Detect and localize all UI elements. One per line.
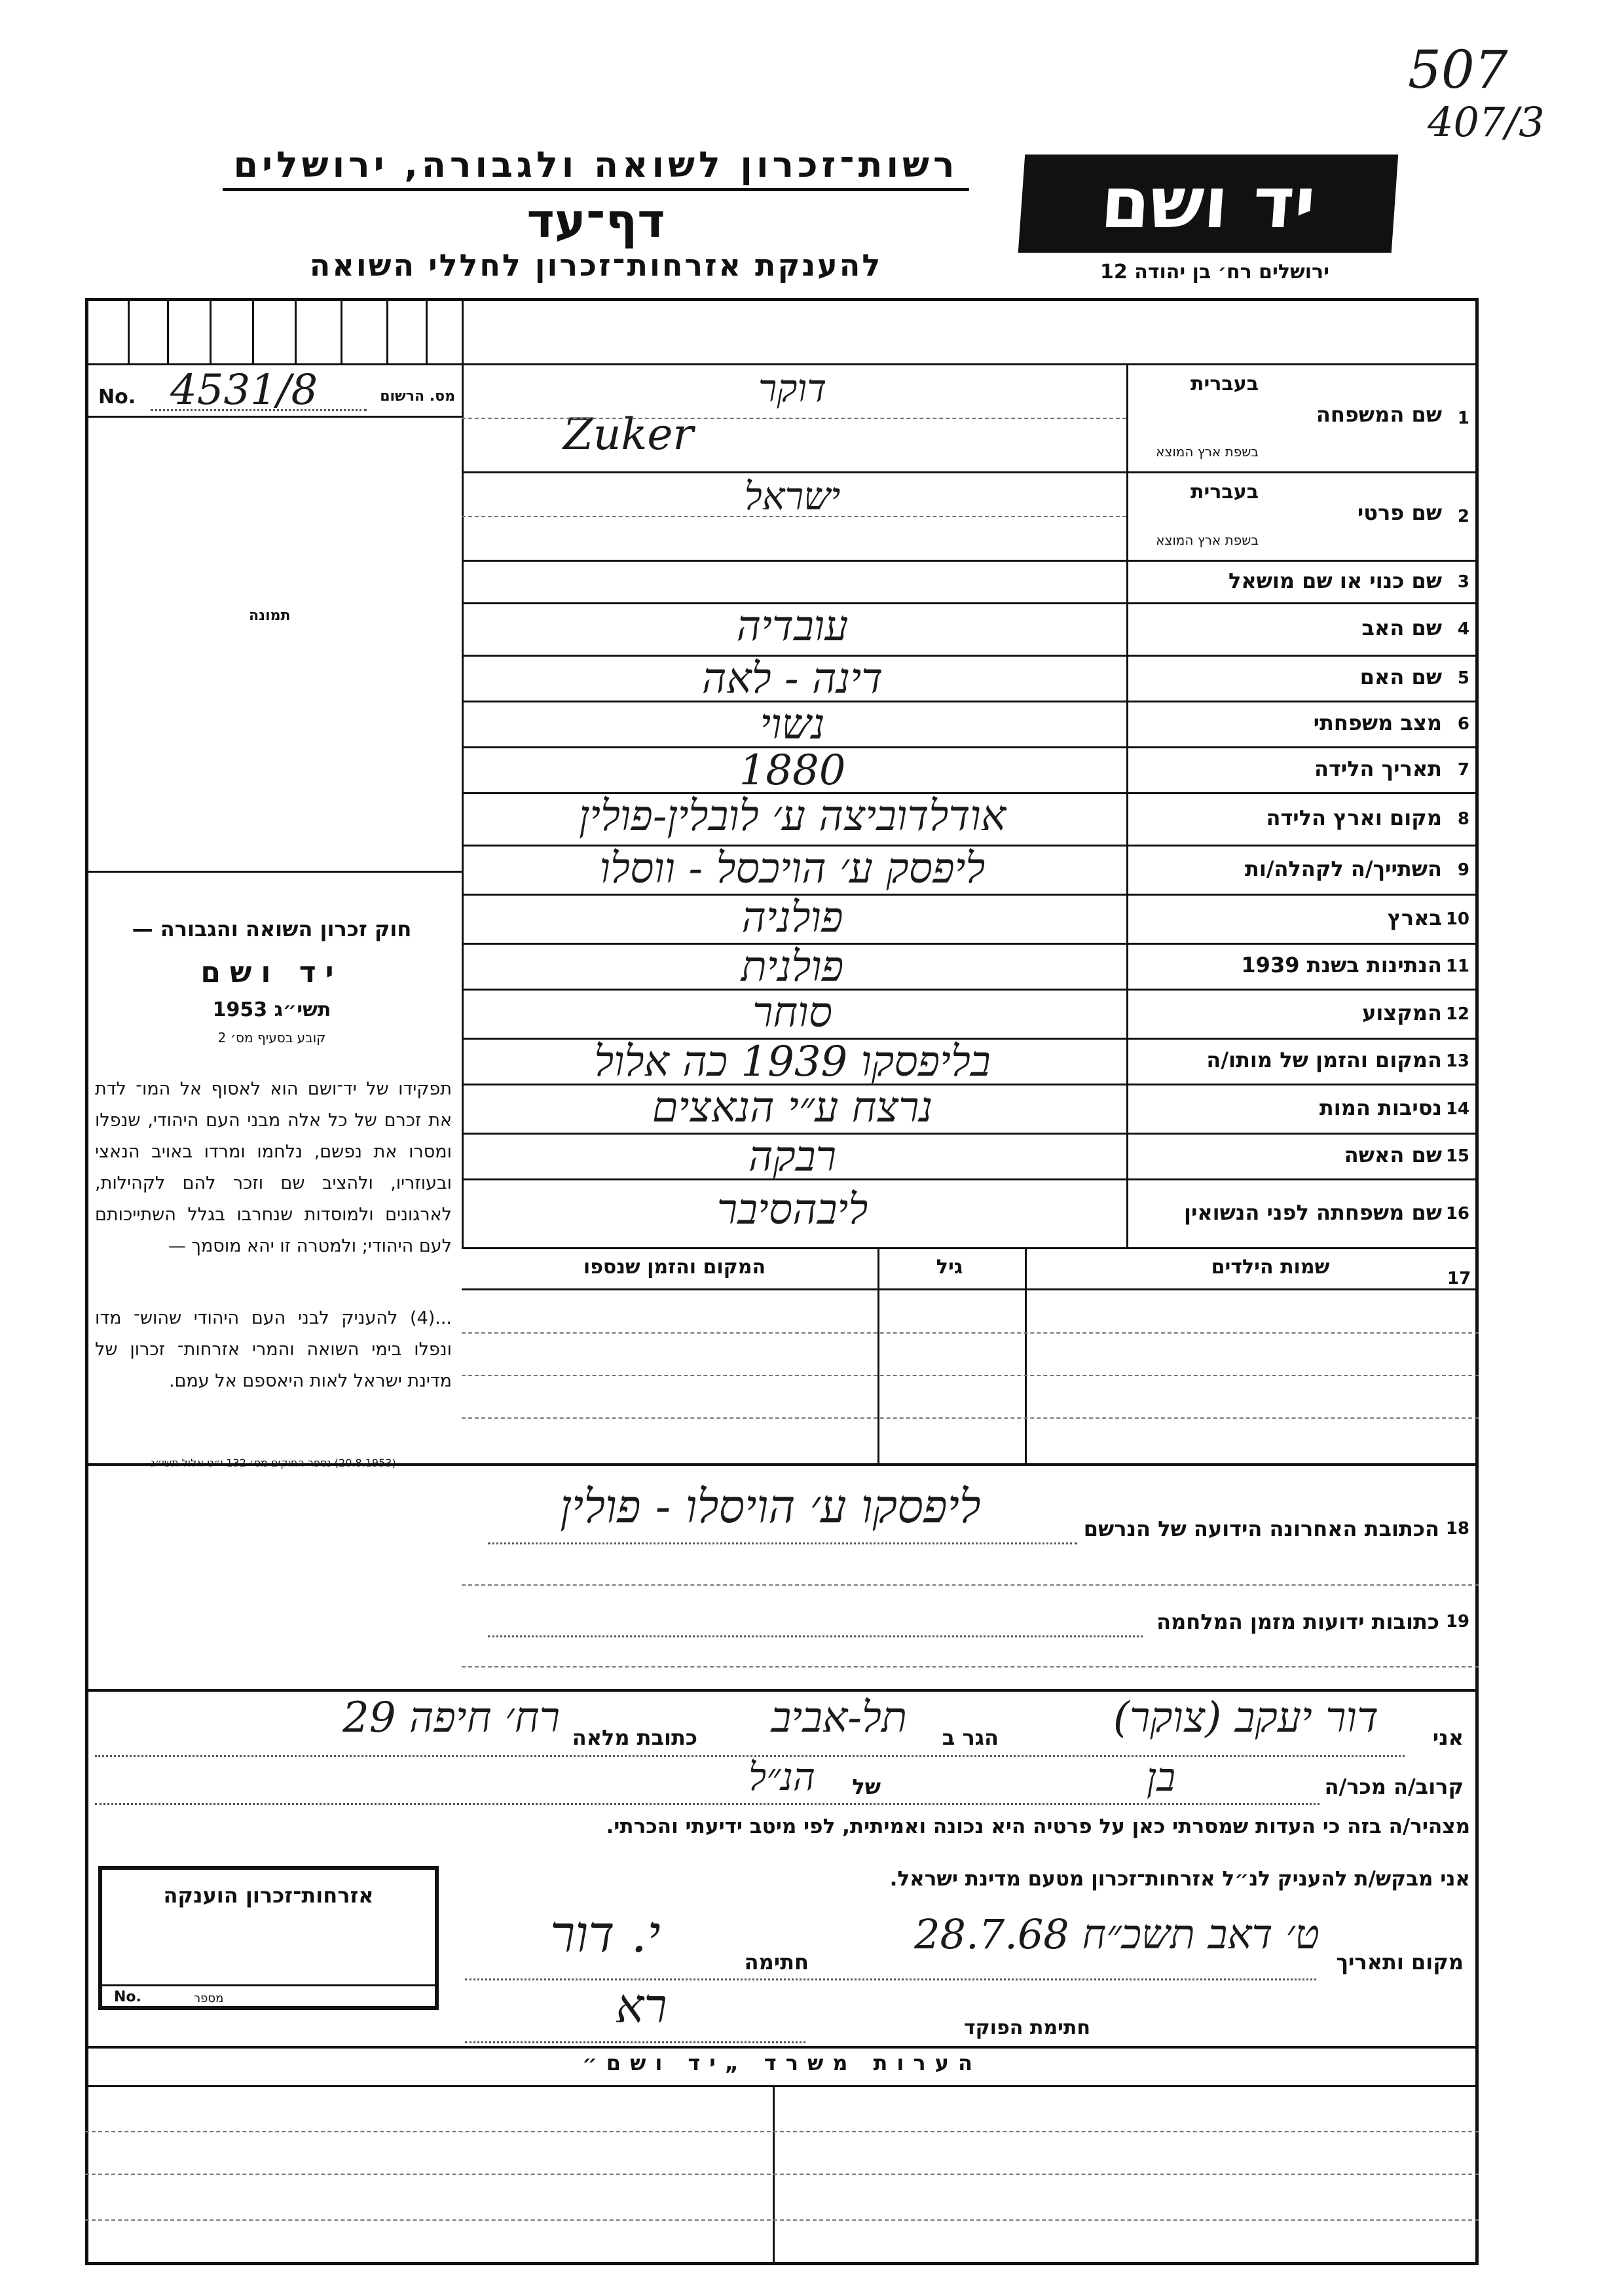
city-value: תל-אביב — [771, 1694, 907, 1742]
field-num: 16 — [1445, 1203, 1469, 1224]
declarant-line-1 — [95, 1694, 1470, 1758]
field-value-5: דינה - לאה — [701, 655, 883, 703]
address-18-label: הכתובת האחרונה הידועה של הנרשם — [1083, 1516, 1439, 1541]
field-label: שם משפחתה לפני הנשואין — [1183, 1199, 1442, 1225]
form-subtitle: להענקת אזרחות־זכרון לחללי השואה — [309, 247, 883, 283]
address-18-num: 18 — [1445, 1519, 1469, 1539]
field-label: שם פרטי — [1357, 500, 1442, 525]
field-row-5 — [1128, 655, 1475, 701]
lives-in-label: הגר ב — [942, 1725, 999, 1750]
field-sub-top: בעברית — [1190, 481, 1259, 503]
signature-value: י. דור — [550, 1905, 661, 1964]
field-row-6 — [1128, 701, 1475, 746]
law-year: תשי״ג 1953 — [212, 998, 331, 1021]
relation-label: קרוב/ה מכר/ה — [1324, 1774, 1464, 1799]
law-heading: חוק זכרון השואה והגבורה — — [132, 917, 412, 941]
field-num: 13 — [1445, 1051, 1469, 1071]
field-row-10 — [1128, 894, 1475, 943]
field-label: בארץ — [1387, 905, 1442, 930]
field-sub-bottom: בשפת ארץ המוצא — [1156, 444, 1259, 460]
field-num: 2 — [1457, 506, 1469, 526]
corner-note: 407/3 — [1428, 98, 1545, 146]
field-row-2 — [1128, 471, 1475, 560]
field-value-latin-1: Zuker — [563, 409, 693, 460]
field-value-6: נשוי — [760, 701, 825, 749]
field-value-9: ליפסק ע׳ הויכסל - ווסלו — [599, 845, 986, 893]
field-label: הנתינות בשנת 1939 — [1241, 953, 1442, 977]
logo-address: ירושלים רח׳ בן יהודה 12 — [1100, 261, 1329, 283]
field-row-3 — [1128, 560, 1475, 602]
field-num: 12 — [1445, 1004, 1469, 1024]
law-text-1: תפקידו של יד־ושם הוא לאסוף אל המו־ לדת את זכרם של כל אלה מבני העם היהודי, שנפלו ומסרו את נפשם, נלחמו ומרדו באויב הנאצי ובעוזריו, ולהציב שם וזכר להם לקהילות, לארגונים ולמוסדות שנחרבו בגלל השתייכותם לעם היהודי; ולמטרה זו יהא מוסמך — — [95, 1079, 452, 1256]
law-text-2: ...(4) להעניק לבני העם היהודי שהוש־ מדו ונפלו בימי השואה והמרי אזרחות־ זכרון של מדינת ישראל לאות היאספם אל עמם. — [95, 1308, 452, 1391]
of-value: הנ״ל — [748, 1755, 815, 1799]
field-row-11 — [1128, 943, 1475, 989]
field-label: שם האם — [1359, 665, 1442, 689]
stamp-no: No. — [114, 1989, 141, 2005]
field-row-16 — [1128, 1178, 1475, 1247]
official-sig-value: רא — [616, 1978, 667, 2033]
field-value-11: פולנית — [741, 943, 844, 991]
field-value-13: בליפסקו 1939 כה אלול — [594, 1038, 991, 1086]
field-value-1: דוקר — [758, 366, 827, 410]
stamp-title: אזרחות־זכרון הוענקה — [163, 1883, 374, 1908]
field-label: שם האשה — [1344, 1142, 1442, 1167]
remarks-title: הערות משרד „יד ושם״ — [582, 2050, 982, 2075]
field-label: שם האב — [1361, 615, 1442, 640]
field-value-7: 1880 — [739, 746, 846, 795]
yad-vashem-logo — [1018, 155, 1398, 253]
field-num: 6 — [1457, 714, 1469, 734]
field-row-13 — [1128, 1038, 1475, 1084]
field-value-10: פולניה — [741, 894, 843, 942]
registration-no — [98, 366, 455, 414]
field-value-15: רבקה — [748, 1133, 837, 1181]
law-clause: קובע בסעיף מס׳ 2 — [217, 1030, 326, 1046]
address-19-row — [462, 1597, 1479, 1637]
field-value-8: אודלדוביצה ע׳ לובלין-פולין — [578, 792, 1006, 841]
field-label: המקצוע — [1362, 1000, 1442, 1025]
authority-title: רשות־זכרון לשואה ולגבורה, ירושלים — [223, 144, 969, 191]
photo-label: תמונה — [249, 608, 291, 624]
field-value-12: סוחר — [752, 989, 833, 1037]
field-value-14: נרצח ע״י הנאצים — [652, 1084, 933, 1132]
field-label: שם כנוי או שם מושאל — [1228, 568, 1442, 593]
field-num: 11 — [1445, 957, 1469, 976]
address-value: רח׳ חיפה 29 — [342, 1694, 560, 1742]
field-num: 9 — [1457, 860, 1469, 880]
field-label: המקום והזמן של מותו/ה — [1206, 1048, 1442, 1072]
form-title: דף־עד — [526, 193, 665, 248]
field-sub-top: בעברית — [1190, 373, 1259, 395]
signature-line — [452, 1905, 1470, 1984]
field-value-2: ישראל — [744, 474, 841, 519]
field-label: נסיבות המות — [1319, 1095, 1442, 1120]
field-num: 15 — [1445, 1146, 1469, 1166]
field-label: תאריך הלידה — [1314, 756, 1442, 781]
field-num: 5 — [1457, 668, 1469, 688]
field-label: מקום וארץ הלידה — [1266, 805, 1442, 830]
field-num: 8 — [1457, 809, 1469, 829]
children-col-age: גיל — [936, 1256, 963, 1279]
field-row-14 — [1128, 1084, 1475, 1133]
declarant-line-2 — [95, 1755, 1470, 1807]
citizenship-stamp — [98, 1866, 439, 2010]
children-num: 17 — [1447, 1269, 1471, 1288]
signature-label: חתימה — [744, 1950, 809, 1975]
field-num: 7 — [1457, 760, 1469, 780]
address-19-label: כתובות ידועות מזמן המלחמה — [1156, 1609, 1439, 1634]
address-18-value: ליפסקו ע׳ הויסלו - פולין — [560, 1480, 981, 1533]
stamp-number: מספר — [194, 1992, 224, 2005]
field-row-1 — [1128, 363, 1475, 471]
field-num: 14 — [1445, 1099, 1469, 1119]
official-signature-line — [452, 1978, 1470, 2043]
declaration-text: מצהיר/ה בזה כי העדות שמסרתי כאן על פרטיה היא נכונה ואמיתית, לפי מיטב ידיעתי והכרתי. — [606, 1815, 1470, 1838]
field-num: 3 — [1457, 572, 1469, 592]
field-row-15 — [1128, 1133, 1475, 1178]
registration-value: 4531/8 — [170, 366, 318, 414]
registration-no-label: No. — [98, 386, 136, 409]
field-row-4 — [1128, 602, 1475, 655]
field-label: השתייך/ה לקהלה/ות — [1244, 856, 1442, 881]
field-num: 10 — [1445, 909, 1469, 929]
field-sub-bottom: בשפת ארץ המוצא — [1156, 532, 1259, 548]
ani-label: אני — [1432, 1725, 1464, 1750]
children-col-names: שמות הילדים — [1211, 1256, 1330, 1279]
official-sig-label: חתימת הפוקד — [964, 2016, 1090, 2039]
of-label: של — [852, 1774, 881, 1799]
field-row-8 — [1128, 792, 1475, 845]
field-value-16: ליבהסיבר — [716, 1185, 868, 1234]
field-value-4: עובדיה — [736, 602, 849, 651]
logo-text: יד ושם — [1098, 162, 1318, 244]
address-19-num: 19 — [1445, 1612, 1469, 1631]
relation-value: בן — [1146, 1755, 1175, 1800]
full-address-label: כתובת מלאה — [572, 1725, 697, 1750]
field-row-12 — [1128, 989, 1475, 1038]
field-row-7 — [1128, 746, 1475, 792]
address-18-row — [462, 1480, 1479, 1552]
field-label: שם המשפחה — [1316, 401, 1442, 427]
place-date-label: מקום ותאריך — [1336, 1950, 1464, 1975]
field-num: 1 — [1457, 408, 1469, 428]
declarant-name-value: דור יעקב (צוקר) — [1113, 1694, 1378, 1742]
field-num: 4 — [1457, 619, 1469, 639]
children-col-place: המקום והזמן שנספו — [583, 1256, 766, 1279]
corner-number: 507 — [1408, 39, 1508, 100]
field-label: מצב משפחתי — [1313, 710, 1442, 735]
law-name: יד ושם — [200, 956, 343, 989]
request-text: אני מבקש/ת להעניק לנ״ל אזרחות־זכרון מטעם מדינת ישראל. — [889, 1867, 1470, 1891]
field-row-9 — [1128, 845, 1475, 894]
place-date-value: ט׳ דאב תשכ״ח 28.7.68 — [914, 1910, 1320, 1958]
registration-he-label: מס. הרשום — [380, 388, 455, 405]
